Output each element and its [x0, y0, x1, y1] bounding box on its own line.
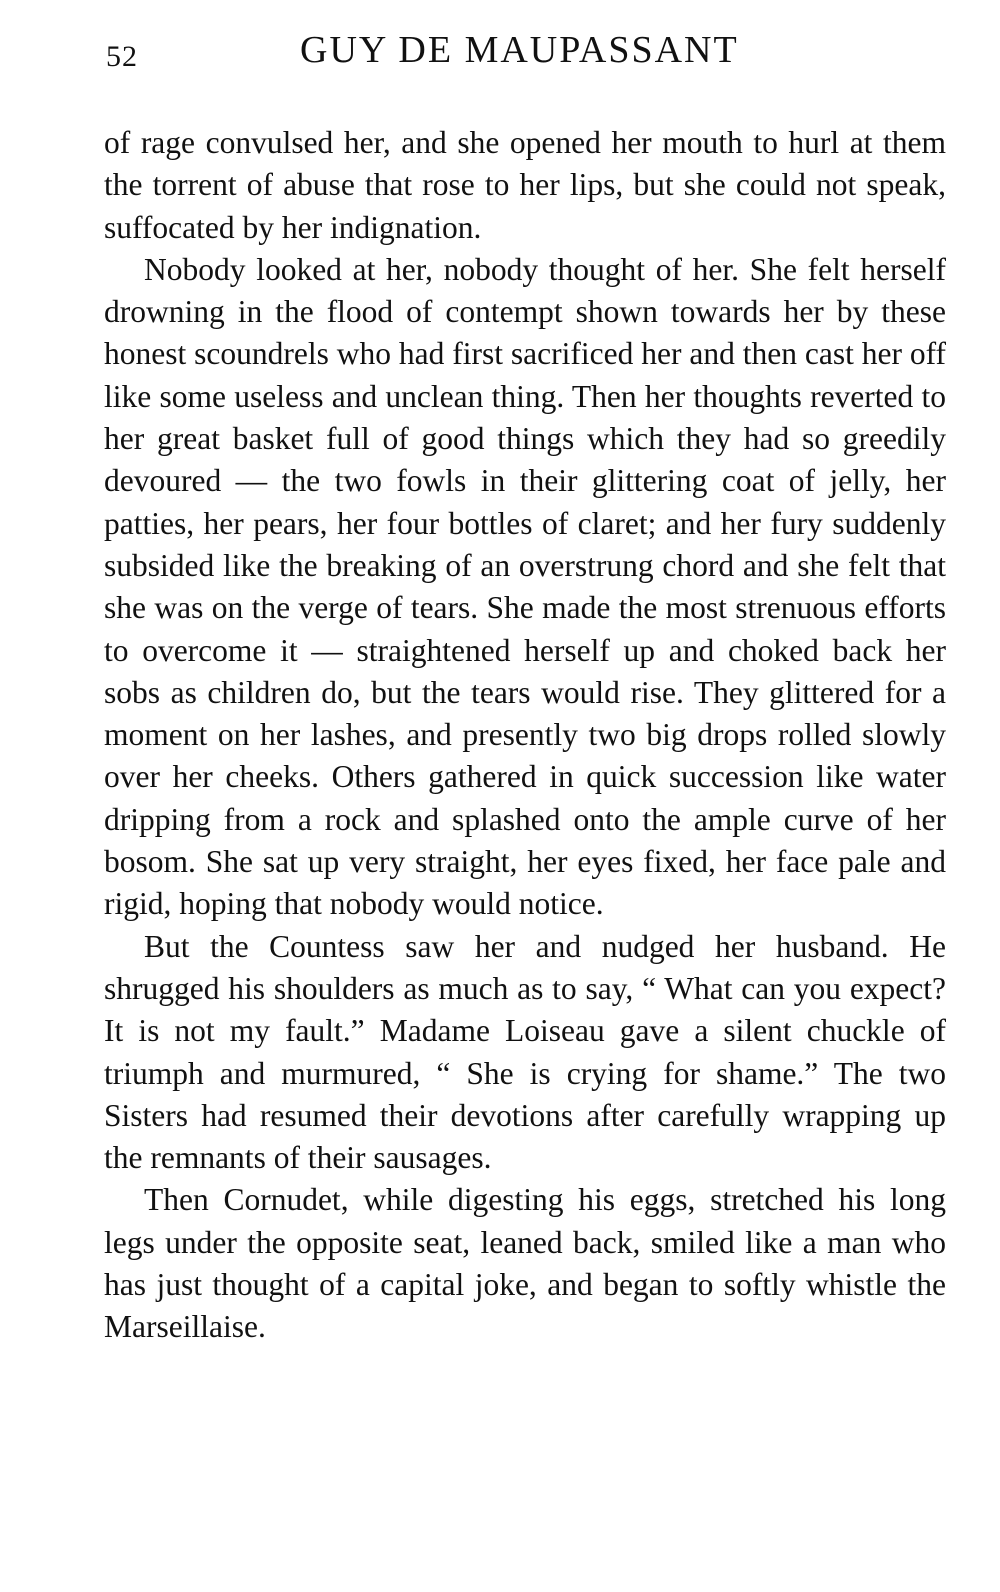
running-head — [104, 28, 946, 78]
paragraph: Nobody looked at her, nobody thought of her. She felt herself drowning in the flood of contempt shown towards her by these honest scoundrels who had first sacrificed her and then cast her off like some useless and unclean thing. Then her thoughts reverted to her great basket full of good things which they had so greedily devoured — the two fowls in their glittering coat of jelly, her patties, her pears, her four bottles of claret; and her fury suddenly subsided like the breaking of an overstrung chord and she felt that she was on the verge of tears. She made the most strenuous efforts to overcome it — straightened herself up and choked back her sobs as children do, but the tears would rise. They glittered for a moment on her lashes, and presently two big drops rolled slowly over her cheeks. Others gathered in quick succession like water dripping from a rock and splashed onto the ample curve of her bosom. She sat up very straight, her eyes fixed, her face pale and rigid, hoping that nobody would notice. — [104, 251, 946, 922]
book-page — [104, 28, 946, 1349]
paragraph: But the Countess saw her and nudged her husband. He shrugged his shoulders as much as to say, “ What can you expect? It is not my fault.” Madame Loiseau gave a silent chuckle of triumph and murmured, “ She is crying for shame.” The two Sisters had resumed their devotions after carefully wrapping up the remnants of their sausages. — [104, 928, 946, 1176]
paragraph-continued: of rage convulsed her, and she opened her mouth to hurl at them the torrent of abuse that rose to her lips, but she could not speak, suffocated by her indignation. — [104, 125, 946, 245]
body-text — [104, 122, 946, 1349]
page-number: 52 — [106, 40, 138, 73]
paragraph: Then Cornudet, while digesting his eggs, stretched his long legs under the opposite seat, leaned back, smiled like a man who has just thought of a capital joke, and began to softly whistle the Marseillaise. — [104, 1182, 946, 1345]
running-title: GUY DE MAUPASSANT — [300, 29, 739, 71]
